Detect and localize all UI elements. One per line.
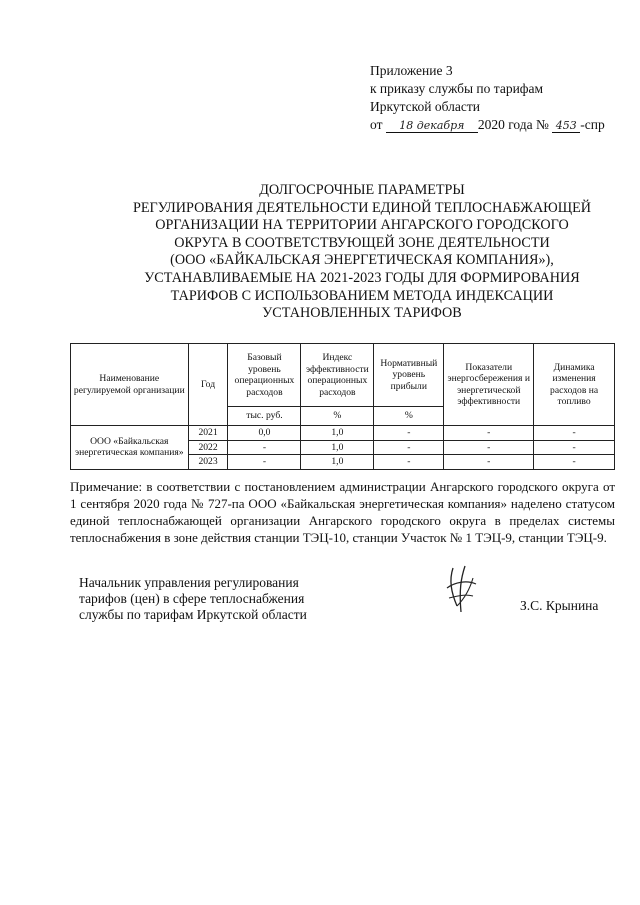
cell-fuel: - — [534, 426, 615, 441]
header-energy-efficiency: Показатели энергосбережения и энергетической эффективности — [444, 344, 534, 426]
cell-fuel: - — [534, 455, 615, 470]
title-line: (ООО «БАЙКАЛЬСКАЯ ЭНЕРГЕТИЧЕСКАЯ КОМПАНИЯ»), — [170, 252, 554, 269]
year-text: 2020 года № — [477, 117, 549, 132]
cell-year: 2022 — [188, 440, 228, 455]
cell-profit: - — [374, 455, 444, 470]
title-line: ОРГАНИЗАЦИИ НА ТЕРРИТОРИИ АНГАРСКОГО ГОРОДСКОГО — [155, 217, 569, 234]
unit-profit: % — [374, 407, 444, 426]
title-line: УСТАНАВЛИВАЕМЫЕ НА 2021-2023 ГОДЫ ДЛЯ ФОРМИРОВАНИЯ — [144, 269, 580, 286]
cell-energy: - — [444, 440, 534, 455]
header-year: Год — [188, 344, 228, 426]
appendix-authority: Иркутской области — [370, 99, 481, 114]
header-organization: Наименование регулируемой организации — [71, 344, 189, 426]
title-line: ДОЛГОСРОЧНЫЕ ПАРАМЕТРЫ — [259, 182, 465, 198]
header-base-level: Базовый уровень операционных расходов — [228, 344, 301, 407]
table-row — [71, 426, 615, 441]
cell-base: - — [228, 440, 301, 455]
cell-base: - — [228, 455, 301, 470]
table-header-row — [71, 344, 615, 407]
document-title — [112, 182, 612, 323]
title-line: РЕГУЛИРОВАНИЯ ДЕЯТЕЛЬНОСТИ ЕДИНОЙ ТЕПЛОСНАБЖАЮЩЕЙ — [132, 199, 591, 216]
appendix-block — [370, 62, 605, 134]
cell-year: 2021 — [188, 426, 228, 441]
title-line: ТАРИФОВ С ИСПОЛЬЗОВАНИЕМ МЕТОДА ИНДЕКСАЦИИ — [170, 287, 554, 304]
order-suffix: -спр — [580, 117, 605, 132]
title-line: УСТАНОВЛЕННЫХ ТАРИФОВ — [262, 305, 462, 322]
appendix-date-line — [370, 116, 605, 134]
position-line: тарифов (цен) в сфере теплоснабжения — [79, 591, 305, 606]
cell-year: 2023 — [188, 455, 228, 470]
cell-index: 1,0 — [301, 455, 374, 470]
cell-fuel: - — [534, 440, 615, 455]
handwritten-date: 18 декабря — [386, 119, 478, 133]
header-efficiency-index: Индекс эффективности операционных расходов — [301, 344, 374, 407]
cell-profit: - — [374, 440, 444, 455]
header-fuel-dynamics: Динамика изменения расходов на топливо — [534, 344, 615, 426]
unit-index: % — [301, 407, 374, 426]
signatory-position — [79, 575, 307, 623]
title-line: ОКРУГА В СООТВЕТСТВУЮЩЕЙ ЗОНЕ ДЕЯТЕЛЬНОСТИ — [174, 234, 550, 251]
unit-base: тыс. руб. — [228, 407, 301, 426]
cell-index: 1,0 — [301, 426, 374, 441]
handwritten-signature — [443, 562, 479, 616]
cell-energy: - — [444, 426, 534, 441]
organization-name: ООО «Байкальская энергетическая компания» — [71, 426, 189, 470]
cell-energy: - — [444, 455, 534, 470]
signatory-name: З.С. Крынина — [520, 598, 599, 613]
appendix-number: Приложение 3 — [370, 63, 453, 78]
position-line: службы по тарифам Иркутской области — [79, 607, 307, 622]
position-line: Начальник управления регулирования — [79, 575, 299, 590]
appendix-order-ref: к приказу службы по тарифам — [370, 81, 544, 96]
handwritten-order-number: 453 — [552, 119, 580, 133]
cell-profit: - — [374, 426, 444, 441]
header-profit-level: Нормативный уровень прибыли — [374, 344, 444, 407]
from-prefix: от — [370, 117, 383, 132]
parameters-table — [70, 343, 615, 470]
cell-base: 0,0 — [228, 426, 301, 441]
table-note: Примечание: в соответствии с постановлением администрации Ангарского городского округа от 1 сентября 2020 года № 727-па ООО «Байкальская энергетическая компания» наделено статусом единой теплоснабжающей организации Ангарского городского округа в пределах системы теплоснабжения в зоне действия станции ТЭЦ-10, станции Участок № 1 ТЭЦ-9, станции ТЭЦ-9. — [70, 479, 615, 545]
cell-index: 1,0 — [301, 440, 374, 455]
